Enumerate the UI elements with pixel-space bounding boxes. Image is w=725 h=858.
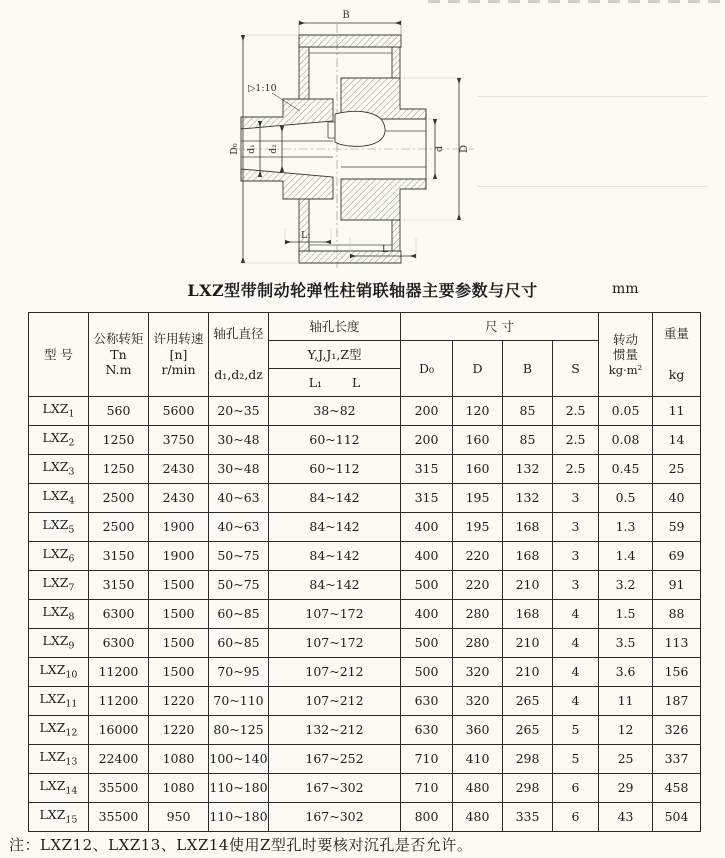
- model-cell: $LXZ_8$: [29, 600, 89, 629]
- value-cell: 69: [653, 542, 701, 571]
- value-cell: 40: [653, 484, 701, 513]
- table-row: [29, 658, 701, 687]
- value-cell: 2.5: [553, 397, 599, 426]
- value-cell: 113: [653, 629, 701, 658]
- col-header-inertia: [599, 313, 653, 397]
- value-cell: 220: [453, 571, 503, 600]
- value-cell: 298: [503, 774, 553, 803]
- value-cell: 80~125: [209, 716, 269, 745]
- value-cell: 84~142: [269, 542, 401, 571]
- value-cell: 60~85: [209, 600, 269, 629]
- value-cell: 3: [553, 484, 599, 513]
- value-cell: 800: [401, 803, 453, 832]
- value-cell: 11: [599, 687, 653, 716]
- value-cell: 320: [453, 687, 503, 716]
- value-cell: 11200: [89, 658, 149, 687]
- value-cell: 0.45: [599, 455, 653, 484]
- value-cell: 60~112: [269, 426, 401, 455]
- value-cell: 3150: [89, 571, 149, 600]
- model-cell: $LXZ_{11}$: [29, 687, 89, 716]
- table-body: [29, 397, 701, 832]
- table-row: [29, 600, 701, 629]
- model-cell: $LXZ_7$: [29, 571, 89, 600]
- value-cell: 500: [401, 658, 453, 687]
- value-cell: 1.5: [599, 600, 653, 629]
- value-cell: 60~112: [269, 455, 401, 484]
- value-cell: 3750: [149, 426, 209, 455]
- col-header-torque: [89, 313, 149, 397]
- value-cell: 6: [553, 774, 599, 803]
- value-cell: 315: [401, 484, 453, 513]
- value-cell: 30~48: [209, 455, 269, 484]
- value-cell: 298: [503, 745, 553, 774]
- value-cell: 210: [503, 571, 553, 600]
- bore-dia-symbols: d₁,d₂,dz: [214, 367, 263, 383]
- value-cell: 3: [553, 513, 599, 542]
- col-header-D: D: [453, 341, 503, 397]
- value-cell: 335: [503, 803, 553, 832]
- value-cell: 25: [599, 745, 653, 774]
- value-cell: 410: [453, 745, 503, 774]
- table-row: [29, 426, 701, 455]
- value-cell: 500: [401, 629, 453, 658]
- value-cell: 43: [599, 803, 653, 832]
- value-cell: 107~212: [269, 658, 401, 687]
- model-cell: $LXZ_4$: [29, 484, 89, 513]
- col-header-L1-L: [269, 369, 401, 397]
- page-title: LXZ型带制动轮弹性柱销联轴器主要参数与尺寸: [187, 281, 538, 300]
- value-cell: 195: [453, 484, 503, 513]
- value-cell: 400: [401, 513, 453, 542]
- value-cell: 560: [89, 397, 149, 426]
- value-cell: 50~75: [209, 542, 269, 571]
- value-cell: 6300: [89, 629, 149, 658]
- col-header-bore-length-types: Y,J,J₁,Z型: [269, 341, 401, 369]
- model-cell: $LXZ_1$: [29, 397, 89, 426]
- taper-label: ▷1:10: [248, 83, 277, 94]
- value-cell: 710: [401, 745, 453, 774]
- value-cell: 168: [503, 513, 553, 542]
- dim-dd-label: D: [459, 144, 470, 154]
- guide-line: [478, 186, 708, 187]
- table-row: [29, 774, 701, 803]
- L-label: L: [352, 374, 361, 390]
- value-cell: 3.5: [599, 629, 653, 658]
- value-cell: 3.6: [599, 658, 653, 687]
- col-header-D0: D₀: [401, 341, 453, 397]
- value-cell: 2500: [89, 513, 149, 542]
- value-cell: 156: [653, 658, 701, 687]
- value-cell: 4: [553, 629, 599, 658]
- value-cell: 1080: [149, 774, 209, 803]
- value-cell: 107~212: [269, 687, 401, 716]
- value-cell: 167~302: [269, 803, 401, 832]
- value-cell: 60~85: [209, 629, 269, 658]
- value-cell: 480: [453, 774, 503, 803]
- value-cell: 0.08: [599, 426, 653, 455]
- value-cell: 5: [553, 716, 599, 745]
- value-cell: 1500: [149, 629, 209, 658]
- technical-drawing: [228, 2, 500, 272]
- value-cell: 210: [503, 629, 553, 658]
- value-cell: 167~252: [269, 745, 401, 774]
- dim-d2-label: d₂: [269, 144, 279, 154]
- value-cell: 337: [653, 745, 701, 774]
- value-cell: 1220: [149, 687, 209, 716]
- model-cell: $LXZ_5$: [29, 513, 89, 542]
- inertia-label-1: 转动: [613, 331, 639, 347]
- value-cell: 4: [553, 600, 599, 629]
- value-cell: 200: [401, 397, 453, 426]
- value-cell: 132~212: [269, 716, 401, 745]
- value-cell: 360: [453, 716, 503, 745]
- value-cell: 20~35: [209, 397, 269, 426]
- torque-unit: N.m: [105, 362, 132, 378]
- value-cell: 315: [401, 455, 453, 484]
- col-header-dimensions: 尺 寸: [401, 313, 599, 341]
- value-cell: 210: [503, 658, 553, 687]
- col-header-bore-diameter: [209, 313, 269, 397]
- value-cell: 1500: [149, 600, 209, 629]
- value-cell: 91: [653, 571, 701, 600]
- value-cell: 1500: [149, 571, 209, 600]
- speed-unit: r/min: [161, 362, 196, 378]
- value-cell: 630: [401, 687, 453, 716]
- value-cell: 40~63: [209, 513, 269, 542]
- value-cell: 35500: [89, 803, 149, 832]
- table-row: [29, 542, 701, 571]
- value-cell: 25: [653, 455, 701, 484]
- value-cell: 1500: [149, 658, 209, 687]
- value-cell: 480: [453, 803, 503, 832]
- value-cell: 2500: [89, 484, 149, 513]
- value-cell: 100~140: [209, 745, 269, 774]
- table-row: [29, 484, 701, 513]
- model-cell: $LXZ_{15}$: [29, 803, 89, 832]
- value-cell: 2.5: [553, 455, 599, 484]
- dim-d1-label: d₁: [247, 144, 257, 154]
- value-cell: 3.2: [599, 571, 653, 600]
- col-header-S: S: [553, 341, 599, 397]
- value-cell: 11200: [89, 687, 149, 716]
- value-cell: 107~172: [269, 600, 401, 629]
- value-cell: 88: [653, 600, 701, 629]
- value-cell: 110~180: [209, 774, 269, 803]
- value-cell: 107~172: [269, 629, 401, 658]
- value-cell: 85: [503, 426, 553, 455]
- value-cell: 0.5: [599, 484, 653, 513]
- value-cell: 168: [503, 542, 553, 571]
- weight-unit: kg: [668, 367, 685, 383]
- value-cell: 2430: [149, 484, 209, 513]
- value-cell: 0.05: [599, 397, 653, 426]
- table-row: [29, 716, 701, 745]
- value-cell: 5600: [149, 397, 209, 426]
- col-header-B: B: [503, 341, 553, 397]
- value-cell: 132: [503, 455, 553, 484]
- value-cell: 50~75: [209, 571, 269, 600]
- value-cell: 326: [653, 716, 701, 745]
- col-header-weight: [653, 313, 701, 397]
- table-row: [29, 803, 701, 832]
- value-cell: 132: [503, 484, 553, 513]
- table-row: [29, 571, 701, 600]
- col-header-bore-length: 轴孔长度: [269, 313, 401, 341]
- table-row: [29, 397, 701, 426]
- value-cell: 265: [503, 687, 553, 716]
- model-cell: $LXZ_{14}$: [29, 774, 89, 803]
- value-cell: 160: [453, 455, 503, 484]
- value-cell: 400: [401, 600, 453, 629]
- value-cell: 11: [653, 397, 701, 426]
- value-cell: 14: [653, 426, 701, 455]
- value-cell: 110~180: [209, 803, 269, 832]
- value-cell: 84~142: [269, 571, 401, 600]
- value-cell: 84~142: [269, 484, 401, 513]
- footnote: 注：LXZ12、LXZ13、LXZ14使用Z型孔时要核对沉孔是否允许。: [9, 836, 473, 854]
- value-cell: 710: [401, 774, 453, 803]
- value-cell: 4: [553, 687, 599, 716]
- value-cell: 59: [653, 513, 701, 542]
- value-cell: 1900: [149, 513, 209, 542]
- value-cell: 30~48: [209, 426, 269, 455]
- value-cell: 187: [653, 687, 701, 716]
- value-cell: 4: [553, 658, 599, 687]
- value-cell: 22400: [89, 745, 149, 774]
- model-cell: $LXZ_9$: [29, 629, 89, 658]
- torque-label: 公称转矩Tn: [93, 331, 144, 362]
- value-cell: 2.5: [553, 426, 599, 455]
- value-cell: 504: [653, 803, 701, 832]
- unit-label: mm: [612, 281, 639, 297]
- value-cell: 160: [453, 426, 503, 455]
- dim-l1-label: L₁: [300, 230, 312, 241]
- dim-d0-label: D₀: [229, 143, 240, 155]
- value-cell: 120: [453, 397, 503, 426]
- value-cell: 167~302: [269, 774, 401, 803]
- value-cell: 5: [553, 745, 599, 774]
- model-cell: $LXZ_{12}$: [29, 716, 89, 745]
- guide-line: [478, 96, 708, 97]
- dim-b-label: B: [342, 10, 350, 21]
- value-cell: 1220: [149, 716, 209, 745]
- model-cell: $LXZ_{10}$: [29, 658, 89, 687]
- bore-dia-label: 轴孔直径: [213, 325, 264, 341]
- value-cell: 1250: [89, 426, 149, 455]
- value-cell: 280: [453, 600, 503, 629]
- value-cell: 35500: [89, 774, 149, 803]
- table-row: [29, 687, 701, 716]
- value-cell: 6: [553, 803, 599, 832]
- parameter-table: [28, 312, 701, 832]
- dim-l-label: L: [381, 244, 389, 255]
- value-cell: 195: [453, 513, 503, 542]
- value-cell: 1.3: [599, 513, 653, 542]
- value-cell: 2430: [149, 455, 209, 484]
- model-cell: $LXZ_2$: [29, 426, 89, 455]
- value-cell: 1.4: [599, 542, 653, 571]
- model-cell: $LXZ_{13}$: [29, 745, 89, 774]
- value-cell: 280: [453, 629, 503, 658]
- value-cell: 29: [599, 774, 653, 803]
- value-cell: 84~142: [269, 513, 401, 542]
- table-row: [29, 455, 701, 484]
- value-cell: 85: [503, 397, 553, 426]
- col-header-speed: [149, 313, 209, 397]
- model-cell: $LXZ_3$: [29, 455, 89, 484]
- value-cell: 3: [553, 571, 599, 600]
- col-header-model: 型 号: [29, 313, 89, 397]
- value-cell: 16000: [89, 716, 149, 745]
- speed-symbol: [n]: [169, 346, 188, 362]
- value-cell: 40~63: [209, 484, 269, 513]
- value-cell: 3: [553, 542, 599, 571]
- value-cell: 265: [503, 716, 553, 745]
- value-cell: 950: [149, 803, 209, 832]
- value-cell: 1080: [149, 745, 209, 774]
- value-cell: 458: [653, 774, 701, 803]
- model-cell: $LXZ_6$: [29, 542, 89, 571]
- value-cell: 3150: [89, 542, 149, 571]
- value-cell: 1900: [149, 542, 209, 571]
- value-cell: 1250: [89, 455, 149, 484]
- weight-label: 重量: [664, 325, 690, 341]
- table-row: [29, 745, 701, 774]
- value-cell: 220: [453, 542, 503, 571]
- value-cell: 500: [401, 571, 453, 600]
- table-row: [29, 513, 701, 542]
- value-cell: 70~95: [209, 658, 269, 687]
- value-cell: 12: [599, 716, 653, 745]
- L1-label: L₁: [308, 374, 322, 390]
- value-cell: 6300: [89, 600, 149, 629]
- value-cell: 168: [503, 600, 553, 629]
- value-cell: 320: [453, 658, 503, 687]
- dim-d-label: d: [434, 145, 445, 153]
- value-cell: 70~110: [209, 687, 269, 716]
- table-row: [29, 629, 701, 658]
- value-cell: 400: [401, 542, 453, 571]
- value-cell: 200: [401, 426, 453, 455]
- value-cell: 630: [401, 716, 453, 745]
- inertia-unit: kg·m²: [608, 362, 643, 377]
- inertia-label-2: 惯量: [613, 347, 639, 363]
- value-cell: 38~82: [269, 397, 401, 426]
- speed-label: 许用转速: [153, 331, 204, 347]
